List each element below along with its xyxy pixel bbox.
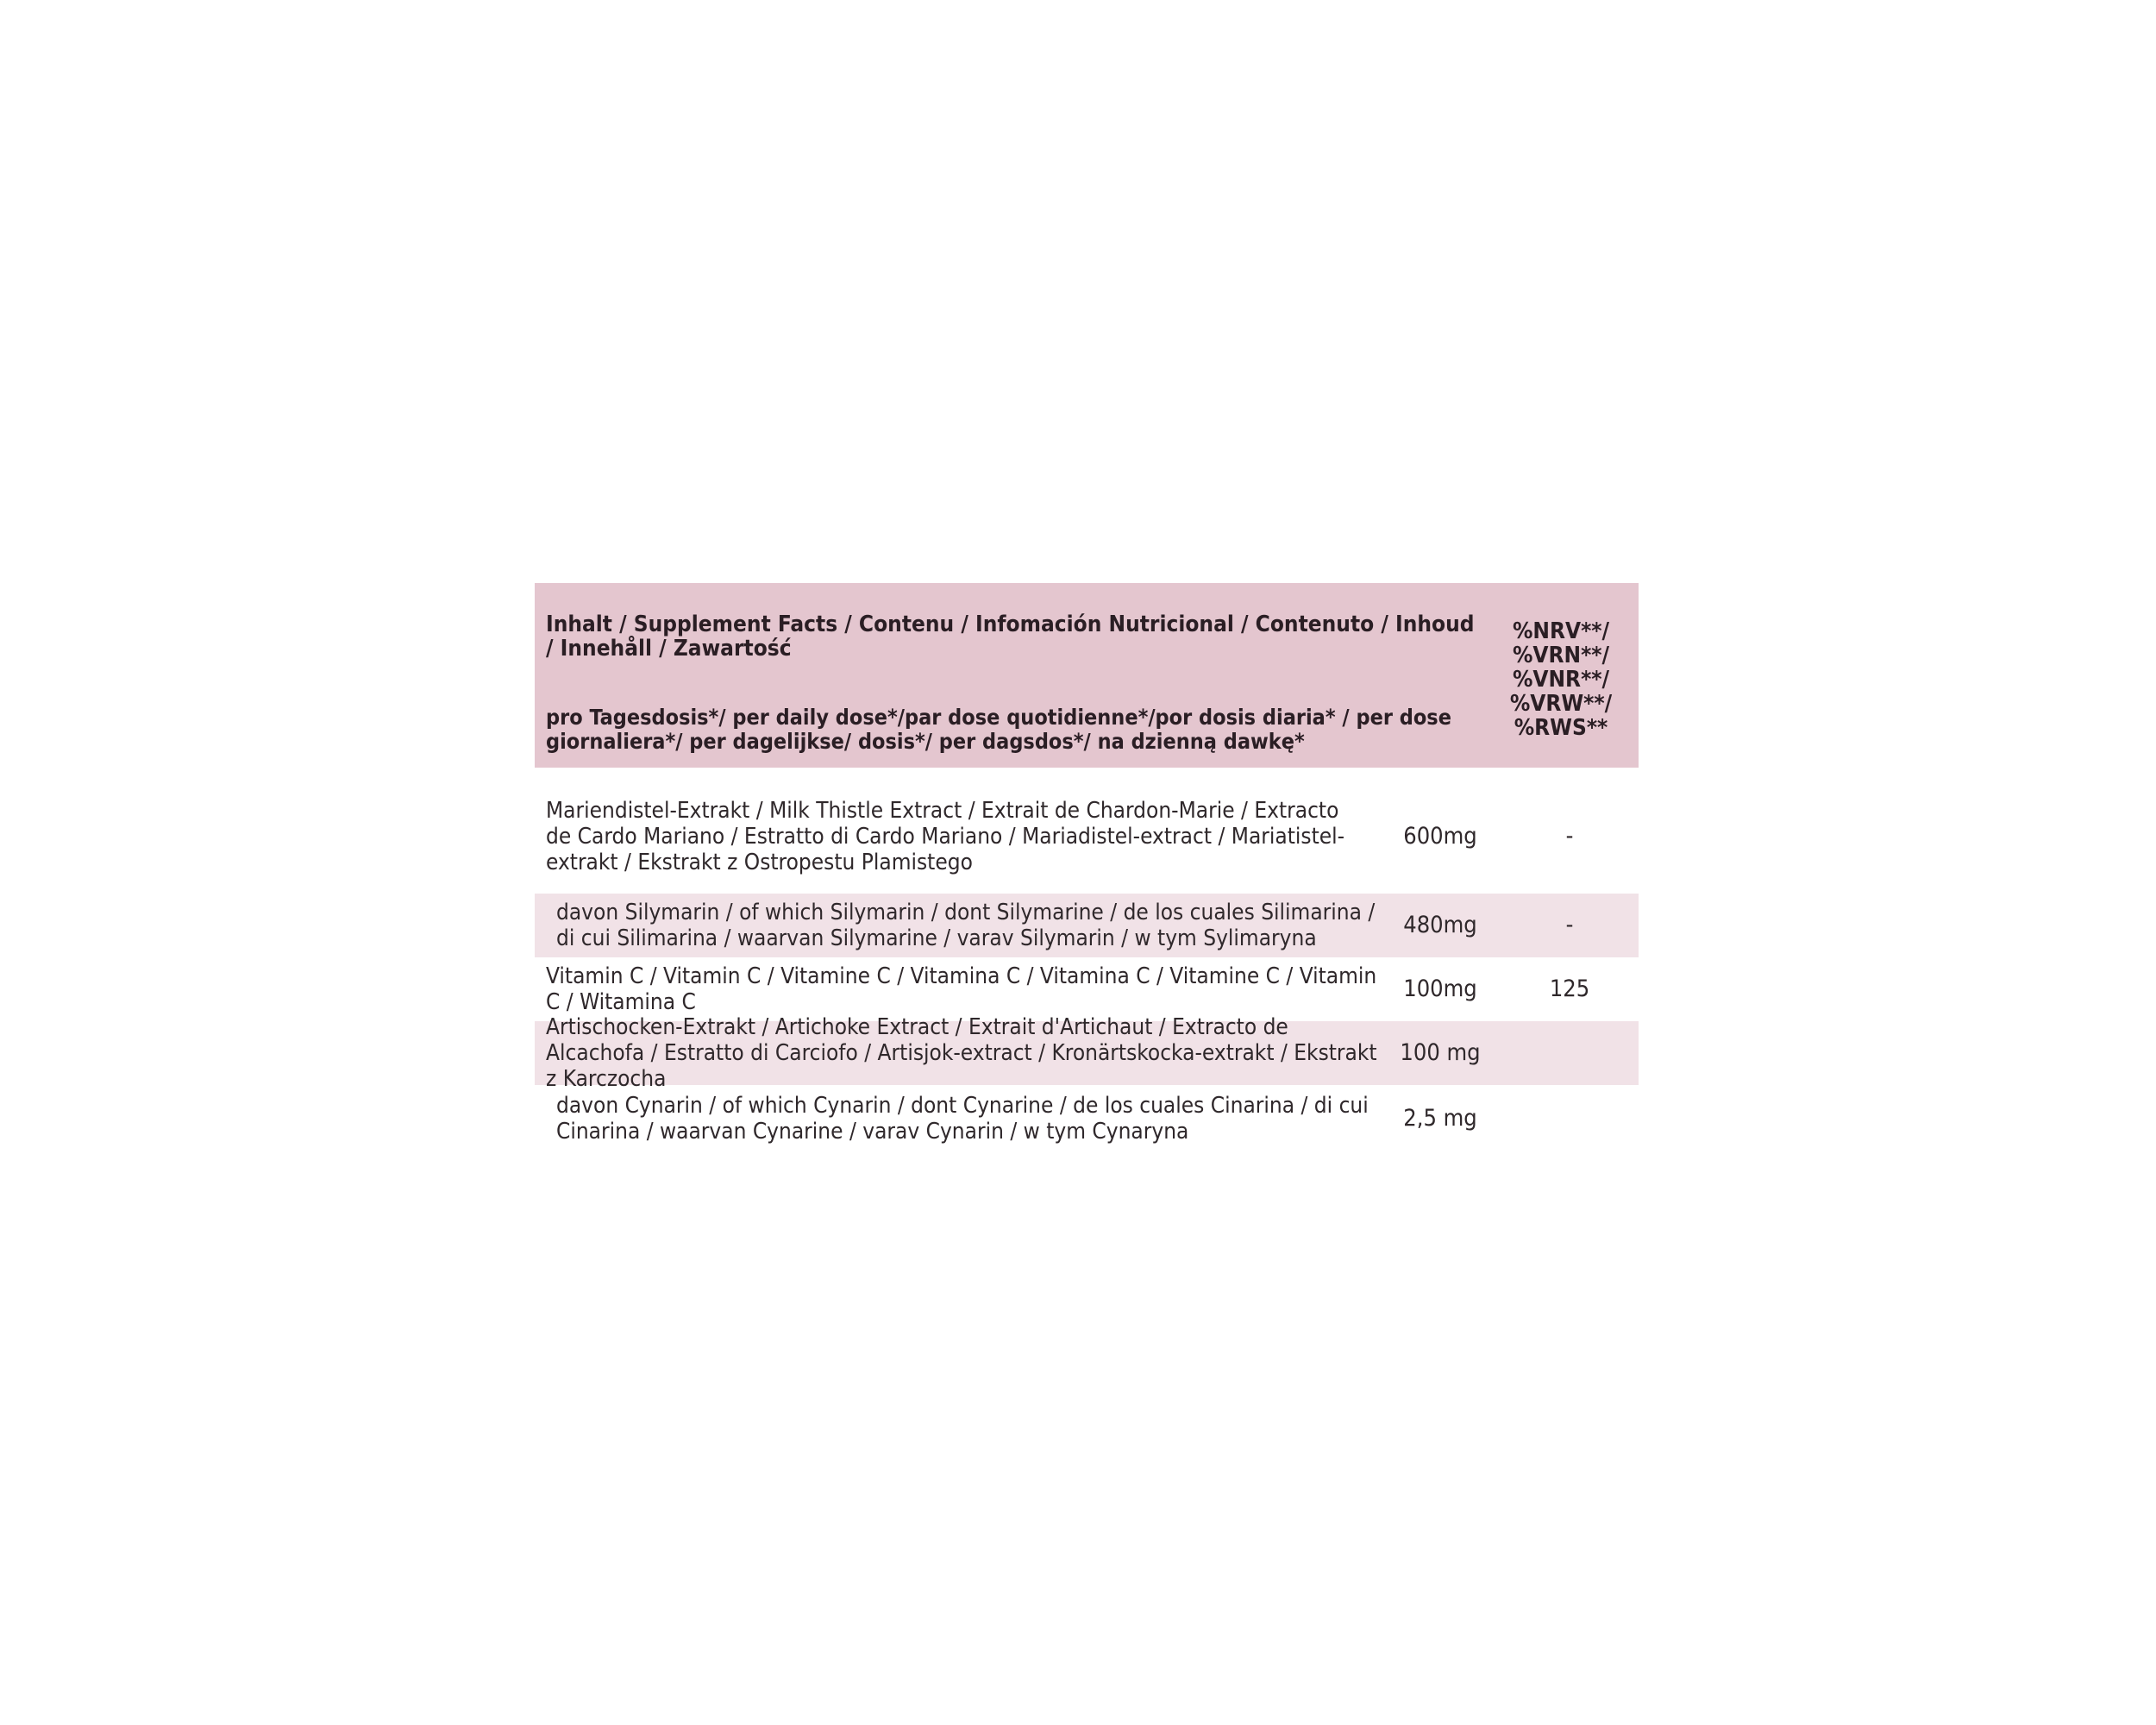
ingredient-name: davon Silymarin / of which Silymarin / dont Silymarine / de los cuales Silimarina / di cui Silimarina / waarvan Silymarine / varav Silymarin / w tym Sylimaryna [556, 900, 1376, 951]
ingredient-nrv: - [1565, 823, 1574, 850]
header-title: Inhalt / Supplement Facts / Contenu / Infomación Nutricional / Contenuto / Inhoud / Innehåll / Zawartość [546, 612, 1475, 662]
ingredient-amount: 100mg [1403, 975, 1477, 1002]
ingredient-amount: 600mg [1403, 823, 1477, 850]
ingredient-amount: 2,5 mg [1403, 1105, 1477, 1132]
ingredient-amount: 100 mg [1400, 1039, 1481, 1066]
table-row-silymarin [535, 894, 1639, 957]
header-nrv: %NRV**/ %VRN**/ %VNR**/ %VRW**/ %RWS** [1509, 618, 1613, 741]
table-row-cynarin [535, 1085, 1639, 1152]
table-row-artichoke [535, 1014, 1639, 1092]
ingredient-nrv: 125 [1549, 975, 1590, 1002]
table-row-milk-thistle [535, 780, 1639, 894]
header-daily-dose: pro Tagesdosis*/ per daily dose*/par dose quotidienne*/por dosis diaria* / per dose giornaliera*/ per dagelijkse/ dosis*/ per dagsdos*/ na dzienną dawkę* [546, 705, 1451, 754]
ingredient-name: Artischocken-Extrakt / Artichoke Extract / Extrait d'Artichaut / Extracto de Alcachofa / Estratto di Carciofo / Artisjok-extract / Kronärtskocka-extrakt / Ekstrakt z Karczocha [546, 1014, 1377, 1092]
ingredient-name: Vitamin C / Vitamin C / Vitamine C / Vitamina C / Vitamina C / Vitamine C / Vitamin C / Witamina C [546, 963, 1377, 1015]
supplement-facts-table [535, 583, 1639, 1152]
ingredient-amount: 480mg [1403, 912, 1477, 938]
table-row-vitamin-c [535, 957, 1639, 1021]
ingredient-name: Mariendistel-Extrakt / Milk Thistle Extract / Extrait de Chardon-Marie / Extracto de Cardo Mariano / Estratto di Cardo Mariano / Mariadistel-extract / Mariatistel-extrakt / Ekstrakt z Ostropestu Plamistego [546, 798, 1345, 875]
table-header [535, 583, 1639, 768]
ingredient-name: davon Cynarin / of which Cynarin / dont Cynarine / de los cuales Cinarina / di cui Cinarina / waarvan Cynarine / varav Cynarin / w tym Cynaryna [556, 1093, 1369, 1145]
ingredient-nrv: - [1565, 912, 1574, 938]
